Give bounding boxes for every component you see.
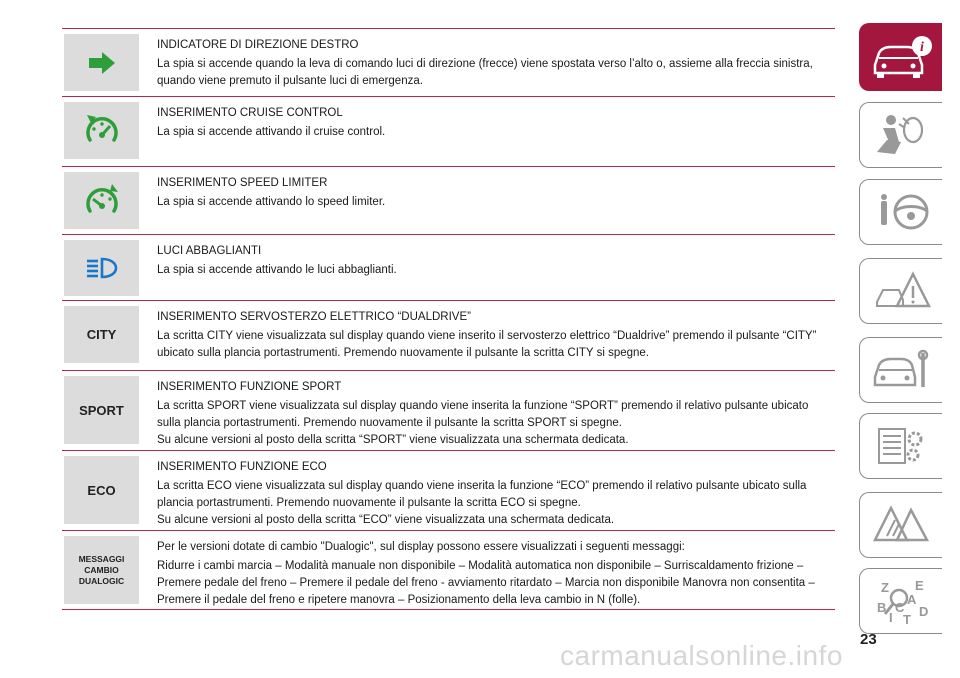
row-body: La scritta ECO viene visualizzata sul display quando viene inserita la funzione “ECO” premendo il relativo pulsante ubicato sulla plancia portastrumenti. Premendo nuovamente il pulsante la scritta ECO si spegne. (157, 480, 807, 509)
emergency-icon (869, 268, 933, 314)
row-body: La spia si accende attivando lo speed limiter. (157, 196, 386, 208)
row-title: INDICATORE DI DIREZIONE DESTRO (157, 39, 359, 51)
svg-text:A: A (907, 592, 917, 607)
row-right-indicator (62, 28, 835, 96)
car-info-icon (865, 35, 937, 79)
icon-box (64, 306, 139, 363)
svg-text:Z: Z (881, 580, 889, 595)
icon-box (64, 172, 139, 229)
row-title: LUCI ABBAGLIANTI (157, 245, 262, 257)
row-title: INSERIMENTO CRUISE CONTROL (157, 107, 343, 119)
svg-text:T: T (903, 612, 911, 626)
row-body: La scritta CITY viene visualizzata sul display quando viene inserito il servosterzo elettrico “Dualdrive” premendo il pulsante “CITY” ubicato sulla plancia portastrumenti. Premendo nuovamente il pulsante la scritta CITY si spegne. (157, 330, 817, 359)
svg-text:i: i (920, 40, 924, 55)
tab-maintenance[interactable] (859, 337, 942, 403)
svg-text:C: C (895, 600, 905, 615)
watermark: carmanualsonline.info (560, 640, 843, 671)
tab-driving[interactable] (859, 179, 942, 245)
cruise-control-icon (82, 111, 122, 151)
row-sport (62, 370, 835, 450)
city-label: CITY (86, 327, 117, 342)
row-body: La spia si accende attivando le luci abbaglianti. (157, 264, 397, 276)
row-eco (62, 450, 835, 530)
row-body: La scritta SPORT viene visualizzata sul display quando viene inserita la funzione “SPORT” premendo il relativo pulsante ubicato sulla plancia portastrumenti. Premendo nuovamente il pulsante la scritta SPORT si spegne. (157, 400, 809, 429)
row-dualdrive (62, 300, 835, 370)
tab-emergency[interactable] (859, 258, 942, 324)
eco-label: ECO (87, 482, 116, 498)
alphabet-index-icon (869, 576, 933, 626)
airbag-seat-icon (869, 112, 933, 158)
car-wrench-icon (869, 347, 933, 393)
row-body: La spia si accende attivando il cruise control. (157, 126, 386, 138)
svg-text:I: I (889, 610, 893, 625)
row-body: Ridurre i cambi marcia – Modalità manuale non disponibile – Modalità automatica non disponibile – Surriscaldamento frizione – Premere pedale del freno – Premere il pedale del freno - avviamento ritardato – Marcia non disponibile Manovra non consentita – Premere il pedale del freno e ripetere manovra – Posizionamento della leva cambio in N (folle). (157, 560, 815, 606)
dualogic-label-line-1: MESSAGGI (78, 553, 125, 564)
icon-box (64, 536, 139, 604)
row-body-note: Su alcune versioni al posto della scritta “SPORT” viene visualizzata una schermata dedicata. (157, 434, 629, 446)
dualogic-label-line-2: CAMBIO (84, 564, 119, 575)
row-title: INSERIMENTO FUNZIONE ECO (157, 461, 327, 473)
tab-safety[interactable] (859, 102, 942, 168)
svg-text:D: D (919, 604, 929, 619)
row-body: La spia si accende quando la leva di comando luci di direzione (frecce) viene spostata verso l’alto o, assieme alla freccia sinistra, quando viene premuto il pulsante luci di emergenza. (157, 58, 813, 87)
row-high-beam (62, 234, 835, 300)
row-speed-limiter (62, 166, 835, 234)
speed-limiter-icon (82, 181, 122, 221)
icon-box (64, 34, 139, 91)
tab-instrument-panel[interactable] (859, 23, 942, 91)
page-number: 23 (860, 631, 877, 648)
svg-text:B: B (877, 600, 887, 615)
tab-index[interactable] (859, 568, 942, 634)
tab-technical-data[interactable] (859, 413, 942, 479)
row-title: INSERIMENTO SERVOSTERZO ELETTRICO “DUALDRIVE” (157, 311, 471, 323)
icon-box (64, 102, 139, 159)
steering-wheel-icon (869, 189, 933, 235)
row-title: INSERIMENTO SPEED LIMITER (157, 177, 328, 189)
sport-label: SPORT (79, 402, 124, 418)
dualogic-label-line-3: DUALOGIC (78, 575, 125, 586)
icon-box (64, 376, 139, 444)
row-title: Per le versioni dotate di cambio "Dualogic", sul display possono essere visualizzati i seguenti messaggi: (157, 541, 685, 553)
row-cruise-control (62, 96, 835, 166)
document-gear-icon (869, 423, 933, 469)
warning-triangle-icon (869, 502, 933, 548)
icon-box (64, 240, 139, 296)
right-arrow-icon (87, 51, 117, 75)
high-beam-icon (84, 256, 120, 280)
warning-lights-table (62, 28, 835, 610)
row-dualogic (62, 530, 835, 610)
icon-box (64, 456, 139, 524)
row-title: INSERIMENTO FUNZIONE SPORT (157, 381, 342, 393)
svg-text:E: E (915, 578, 924, 593)
tab-multimedia[interactable] (859, 492, 942, 558)
row-body-note: Su alcune versioni al posto della scritta “ECO” viene visualizzata una schermata dedicata. (157, 514, 615, 526)
